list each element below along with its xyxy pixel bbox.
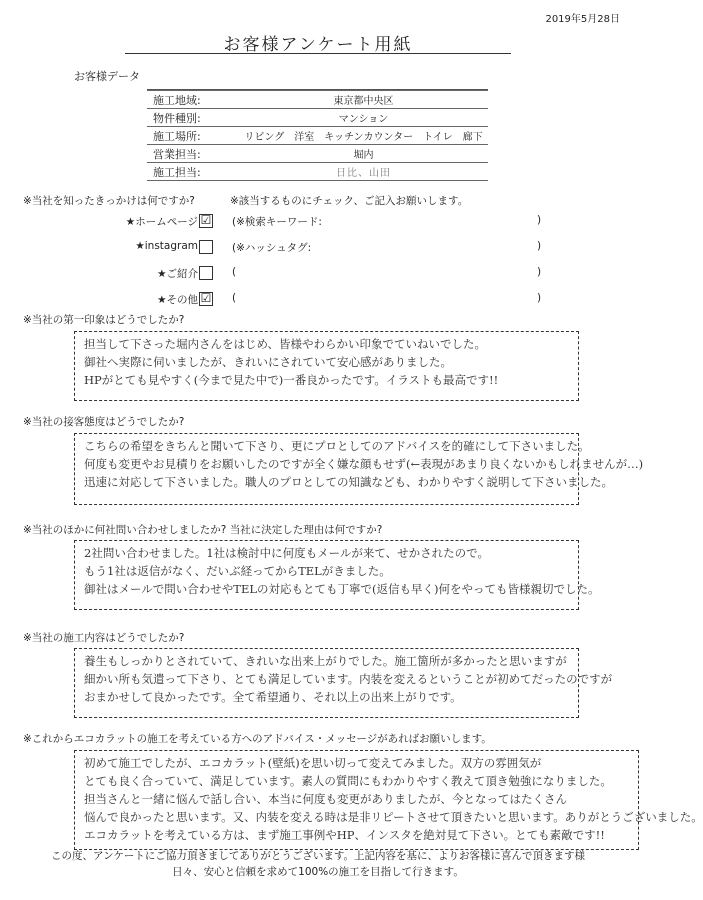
answer-line: 悩んで良かったと思います。又、内装を変える時は是非リピートさせて頂きたいと思います。ありがとうございました。 <box>84 810 703 824</box>
info-label: 営業担当: <box>153 147 201 161</box>
info-value-handwritten: 日比、山田 <box>336 168 391 179</box>
checkbox-other[interactable]: ☑ <box>200 291 212 305</box>
q3-question: ※当社の接客態度はどうでしたか? <box>23 416 185 428</box>
customer-info-table <box>147 89 488 181</box>
q2-question: ※当社の第一印象はどうでしたか? <box>23 314 185 326</box>
customer-data-label: お客様データ <box>74 70 140 83</box>
survey-date: 2019年5月28日 <box>545 14 620 25</box>
answer-box-first-impression <box>74 331 579 401</box>
answer-line: 御社はメールで問い合わせやTELの対応もとても丁寧で(返信も早く)何をやっても皆様親切でした。 <box>84 582 600 596</box>
answer-line: 担当して下さった堀内さんをはじめ、皆様やわらかい印象でていねいでした。 <box>84 337 487 351</box>
answer-line: HPがとても見やすく(今まで見た中で)一番良かったです。イラストも最高です!! <box>84 373 499 387</box>
info-row-sales <box>147 145 488 163</box>
info-value: 東京都中央区 <box>333 96 394 107</box>
option-close-referral: ) <box>537 266 542 278</box>
option-close-other: ) <box>537 292 542 304</box>
option-detail-referral: ( <box>232 266 237 278</box>
title-underline <box>125 53 511 54</box>
checkbox-instagram[interactable] <box>199 240 213 254</box>
info-label: 物件種別: <box>153 111 201 125</box>
info-value: 堀内 <box>353 150 374 161</box>
answer-line: こちらの希望をきちんと聞いて下さり、更にプロとしてのアドバイスを的確にして下さいました。 <box>84 439 590 453</box>
info-row-area <box>147 90 488 109</box>
info-label: 施工担当: <box>153 165 201 179</box>
answer-line: 養生もしっかりとされていて、きれいな出来上がりでした。施工箇所が多かったと思いますが <box>84 654 567 668</box>
answer-line: 細かい所も気遣って下さり、とても満足しています。内装を変えるということが初めてだったのですが <box>84 672 613 686</box>
option-label-homepage: ★ホームページ <box>125 216 198 228</box>
footer-line-1: この度、アンケートにご協力頂きましてありがとうございます。上記内容を基に、よりお客様に喜んで頂きます様 <box>50 850 586 862</box>
option-close-instagram: ) <box>537 240 542 252</box>
q6-question: ※これからエコカラットの施工を考えている方へのアドバイス・メッセージがあればお願いします。 <box>23 733 492 745</box>
answer-line: 御社へ実際に伺いましたが、きれいにされていて安心感がありました。 <box>84 355 452 369</box>
info-row-installer <box>147 163 488 181</box>
option-detail-instagram: (※ハッシュタグ: <box>232 242 312 254</box>
q4-question: ※当社のほかに何社問い合わせしましたか? 当社に決定した理由は何ですか? <box>23 524 383 536</box>
option-label-instagram: ★instagram <box>135 240 198 252</box>
answer-line: 2社問い合わせました。1社は検討中に何度もメールが来て、せかされたので。 <box>84 546 489 560</box>
option-label-referral: ★ご紹介 <box>157 268 198 280</box>
q5-question: ※当社の施工内容はどうでしたか? <box>23 632 185 644</box>
checkbox-homepage[interactable]: ☑ <box>200 213 212 227</box>
info-label: 施工場所: <box>153 129 201 143</box>
q1-instruction: ※該当するものにチェック、ご記入お願いします。 <box>230 195 469 207</box>
info-value: マンション <box>338 114 389 125</box>
info-row-location <box>147 127 488 145</box>
info-label: 施工地域: <box>153 93 201 107</box>
answer-line: おまかせして良かったです。全て希望通り、それ以上の出来上がりです。 <box>84 690 462 704</box>
answer-box-advice <box>74 750 703 850</box>
checkbox-referral[interactable] <box>199 266 213 280</box>
answer-line: もう1社は返信がなく、だいぶ経ってからTELがきました。 <box>84 564 391 578</box>
footer-line-2: 日々、安心と信頼を求めて100%の施工を目指して行きます。 <box>172 866 464 878</box>
option-detail-homepage: (※検索キーワード: <box>232 216 322 228</box>
q1-question: ※当社を知ったきっかけは何ですか? <box>23 195 195 207</box>
option-detail-other: ( <box>232 292 237 304</box>
answer-line: 何度も変更やお見積りをお願いしたのですが全く嫌な顔もせず(←表現があまり良くないかもしれませんが…) <box>84 457 644 471</box>
option-close-homepage: ) <box>537 214 542 226</box>
page-title: お客様アンケート用紙 <box>223 35 413 55</box>
answer-box-construction <box>74 648 613 718</box>
info-value: リビング 洋室 キッチンカウンター トイレ 廊下 <box>244 132 483 143</box>
info-row-property <box>147 109 488 127</box>
answer-line: エコカラットを考えている方は、まず施工事例やHP、インスタを絶対見て下さい。とても素敵です!! <box>84 828 605 842</box>
answer-line: 初めて施工でしたが、エコカラット(壁紙)を思い切って変えてみました。双方の雰囲気が <box>84 756 542 770</box>
answer-line: とても良く合っていて、満足しています。素人の質問にもわかりやすく教えて頂き勉強になりました。 <box>84 774 612 788</box>
option-label-other: ★その他 <box>157 294 198 306</box>
answer-box-other-companies <box>74 540 600 610</box>
answer-line: 担当さんと一緒に悩んで話し合い、本当に何度も変更がありましたが、今となってはたくさん <box>84 792 567 806</box>
answer-box-service <box>74 433 644 505</box>
answer-line: 迅速に対応して下さいました。職人のプロとしての知識なども、わかりやすく説明して下さいました。 <box>84 475 613 489</box>
